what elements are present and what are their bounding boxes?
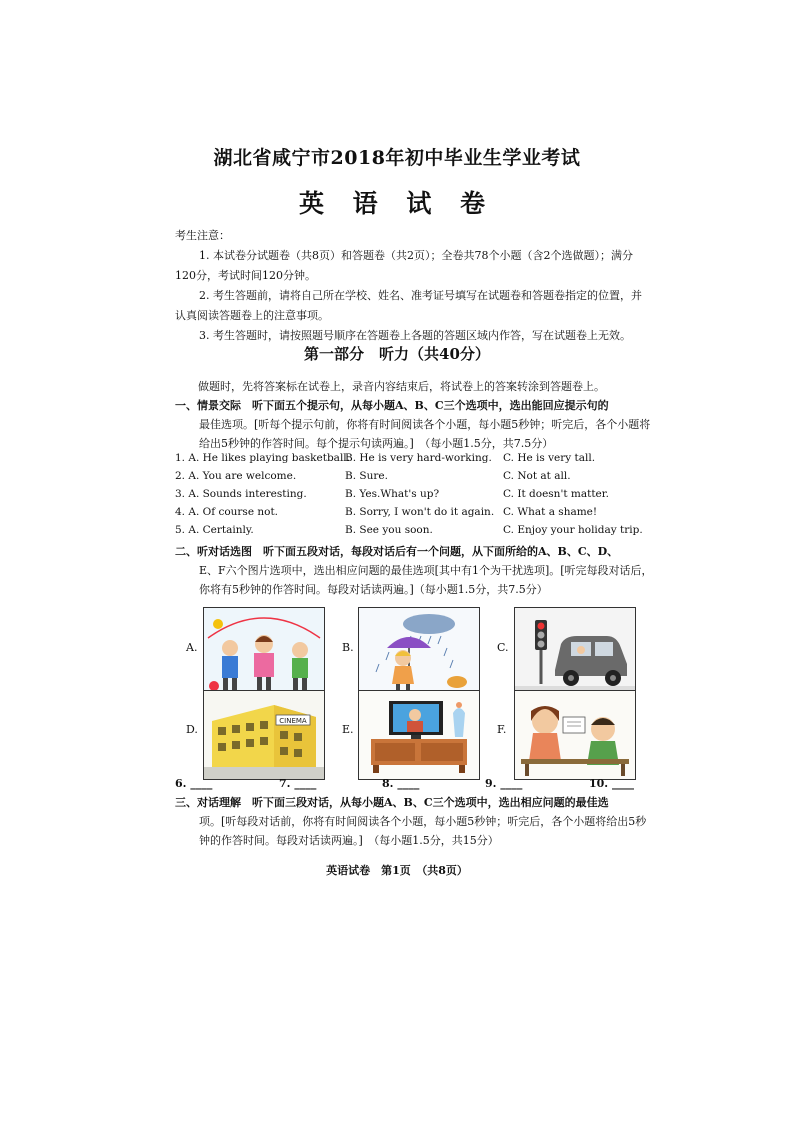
section-three-details: 项。[听每段对话前，你将有时间阅读各个小题，每小题5秒钟；听完后，各个小题将给出5秒钟的作答时间。每段对话读两遍。] （每小题1.5分，共15分） (199, 815, 647, 847)
exam-title: 湖北省咸宁市2018年初中毕业生学业考试 (213, 147, 581, 169)
picture-c-car-traffic-light (514, 607, 636, 697)
option-c: C. Enjoy your holiday trip. (503, 524, 643, 536)
option-a: 4. A. Of course not. (175, 506, 279, 518)
section-three-instructions (175, 793, 657, 850)
picture-b-girl-umbrella-rain (358, 607, 480, 697)
section-one-questions (175, 452, 655, 542)
option-c: C. Not at all. (503, 470, 571, 482)
picture-label-a: A. (186, 641, 198, 654)
notice-item-1: 1. 本试卷分试题卷（共8页）和答题卷（共2页）；全卷共78个小题（含2个选做题）；满分120分，考试时间120分钟。 (175, 249, 633, 282)
section-two-instructions (175, 542, 657, 599)
section-two-heading: 二、听对话选图 听下面五段对话，每段对话后有一个问题，从下面所给的A、B、C、D、 (175, 545, 619, 558)
picture-label-b: B. (342, 641, 354, 654)
picture-f-students-reading (514, 690, 636, 780)
notice-block (175, 226, 645, 346)
picture-d-cinema-building (203, 690, 325, 780)
option-a: 3. A. Sounds interesting. (175, 488, 307, 500)
picture-label-c: C. (497, 641, 509, 654)
answer-blanks (175, 777, 655, 793)
question-row (175, 524, 655, 542)
part-one-intro: 做题时，先将答案标在试卷上，录音内容结束后，将试卷上的答案转涂到答题卷上。 (198, 380, 605, 393)
notice-item-2: 2. 考生答题前，请将自己所在学校、姓名、准考证号填写在试题卷和答题卷指定的位置，并认真阅读答题卷上的注意事项。 (175, 289, 642, 322)
question-row (175, 470, 655, 488)
option-b: B. Sure. (345, 470, 388, 482)
answer-blank[interactable]: 6. ____ (175, 777, 213, 790)
section-three-heading: 三、对话理解 听下面三段对话，从每小题A、B、C三个选项中，选出相应问题的最佳选 (175, 796, 609, 809)
answer-blank[interactable]: 9. ____ (485, 777, 523, 790)
answer-blank[interactable]: 8. ____ (382, 777, 420, 790)
picture-a-kids-jump-rope (203, 607, 325, 697)
notice-item-3: 3. 考生答题时，请按照题号顺序在答题卷上各题的答题区域内作答，写在试题卷上无效。 (199, 329, 631, 342)
option-c: C. He is very tall. (503, 452, 596, 464)
page-footer: 英语试卷 第1页 （共8页） (326, 864, 468, 877)
picture-label-d: D. (186, 723, 198, 736)
section-two-details: E、F六个图片选项中，选出相应问题的最佳选项[其中有1个为干扰选项]。[听完每段对话后，你将有5秒钟的作答时间。每段对话读两遍。]（每小题1.5分，共7.5分） (199, 564, 653, 596)
question-row (175, 488, 655, 506)
option-b: B. Sorry, I won't do it again. (345, 506, 495, 518)
option-c: C. It doesn't matter. (503, 488, 609, 500)
option-a: 1. A. He likes playing basketball. (175, 452, 350, 464)
option-b: B. See you soon. (345, 524, 433, 536)
picture-e-tv-set (358, 690, 480, 780)
exam-subject-title: 英 语 试 卷 (298, 189, 496, 218)
answer-blank[interactable]: 10. ____ (589, 777, 634, 790)
picture-label-e: E. (342, 723, 354, 736)
notice-heading: 考生注意： (175, 229, 230, 242)
option-b: B. Yes.What's up? (345, 488, 440, 500)
option-a: 2. A. You are welcome. (175, 470, 297, 482)
section-one-details: 最佳选项。[听每个提示句前，你将有时间阅读各个小题，每小题5秒钟；听完后，各个小题将给出5秒钟的作答时间。每个提示句读两遍。] （每小题1.5分，共7.5分） (199, 418, 651, 450)
answer-blank[interactable]: 7. ____ (279, 777, 317, 790)
option-b: B. He is very hard-working. (345, 452, 492, 464)
section-one-heading: 一、情景交际 听下面五个提示句，从每小题A、B、C三个选项中，选出能回应提示句的 (175, 399, 609, 412)
question-row (175, 506, 655, 524)
picture-label-f: F. (497, 723, 507, 736)
option-c: C. What a shame! (503, 506, 598, 518)
part-one-title: 第一部分 听力（共40分） (304, 345, 490, 363)
section-one-instructions (175, 396, 657, 453)
option-a: 5. A. Certainly. (175, 524, 254, 536)
question-row (175, 452, 655, 470)
cinema-sign-text: CINEMA (279, 717, 307, 725)
